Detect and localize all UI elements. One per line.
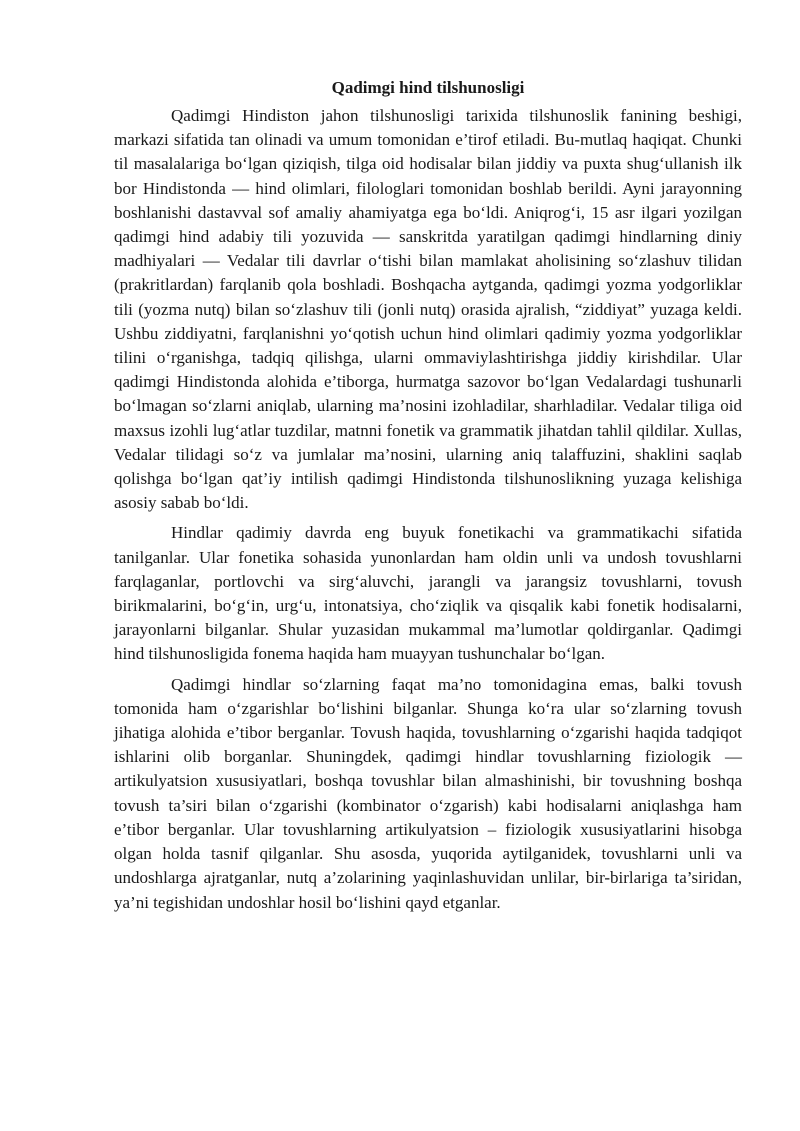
paragraph-3: Qadimgi hindlar so‘zlarning faqat ma’no tomonidagina emas, balki tovush tomonida ham o‘zgarishlar bo‘lishini bilganlar. Shunga ko‘ra ular so‘zlarning tovush jihatiga alohida e’tibor berganlar. Tovush haqida, tovushlarning o‘zgarishi haqida tadqiqot ishlarini olib borganlar. Shuningdek, qadimgi hindlar tovushlarning fiziologik — artikulyatsion xususiyatlari, boshqa tovushlar bilan almashinishi, bir tovushning boshqa tovush ta’siri bilan o‘zgarishi (kombinator o‘zgarish) kabi hodisalarni aniqlashga ham e’tibor berganlar. Ular tovushlarning artikulyatsion – fiziologik xususiyatlarini hisobga olgan holda tasnif qilganlar. Shu asosda, yuqorida aytilganidek, tovushlarni unli va undoshlarga ajratganlar, nutq a’zolarining yaqinlashuvidan unlilar, bir-birlariga ta’siridan, ya’ni tegishidan undoshlar hosil bo‘lishini qayd etganlar. bbox=[114, 674, 742, 912]
document-title: Qadimgi hind tilshunosligi bbox=[331, 78, 525, 97]
document-body bbox=[114, 76, 742, 921]
paragraph-2: Hindlar qadimiy davrda eng buyuk fonetikachi va grammatikachi sifatida tanilganlar. Ular fonetika sohasida yunonlardan ham oldin unli va undosh tovushlarni farqlaganlar, portlovchi va sirg‘aluvchi, jarangli va jarangsiz tovushlarni, tovush birikmalarini, bo‘g‘in, urg‘u, intonatsiya, cho‘ziqlik va qisqalik kabi fonetik hodisalarni, jarayonlarni bilganlar. Shular yuzasidan mukammal ma’lumotlar qoldirganlar. Qadimgi hind tilshunosligida fonema haqida ham muayyan tushunchalar bo‘lgan. bbox=[114, 523, 742, 664]
paragraph-1: Qadimgi Hindiston jahon tilshunosligi tarixida tilshunoslik fanining beshigi, markazi sifatida tan olinadi va umum tomonidan e’tirof etiladi. Bu-mutlaq haqiqat. Chunki til masalalariga bo‘lgan qiziqish, tilga oid hodisalar bilan jiddiy va puxta shug‘ullanish ilk bor Hindistonda — hind olimlari, filologlari tomonidan boshlab berildi. Ayni jarayonning boshlanishi dastavval sof amaliy ahamiyatga ega bo‘ldi. Aniqrog‘i, 15 asr ilgari yozilgan qadimgi hind adabiy tili yozuvida — sanskritda yaratilgan qadimgi hindlarning diniy madhiyalari — Vedalar tili davrlar o‘tishi bilan mamlakat aholisining so‘zlashuv tilidan (prakritlardan) farqlanib qola boshladi. Boshqacha aytganda, qadimgi yozma yodgorliklar tili (yozma nutq) bilan so‘zlashuv tili (jonli nutq) orasida ajralish, “ziddiyat” yuzaga keldi. Ushbu ziddiyatni, farqlanishni yo‘qotish uchun hind olimlari qadimiy yozma yodgorliklar tilini o‘rganishga, tadqiq qilishga, ularni ommaviylashtirishga jiddiy kirishdilar. Ular qadimgi Hindistonda alohida e’tiborga, hurmatga sazovor bo‘lgan Vedalardagi tushunarli bo‘lmagan so‘zlarni aniqlab, ularning ma’nosini izohladilar, sharhladilar. Vedalar tiliga oid maxsus izohli lug‘atlar tuzdilar, matnni fonetik va grammatik jihatdan tahlil qildilar. Xullas, Vedalar tilidagi so‘z va jumlalar ma’nosini, ularning aniq talaffuzini, shaklini saqlab qolishga bo‘lgan qat’iy intilish qadimgi Hindistonda tilshunoslikning yuzaga kelishiga asosiy sabab bo‘ldi. bbox=[114, 106, 742, 513]
